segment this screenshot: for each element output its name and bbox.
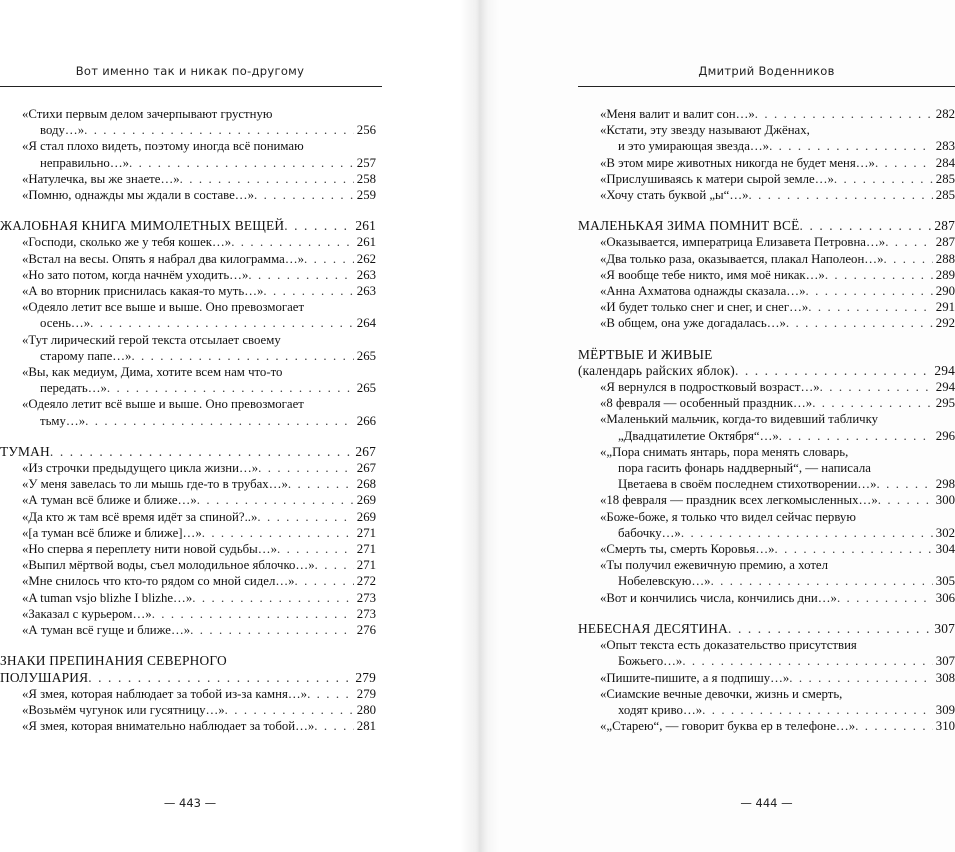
toc-page-number: 263 (356, 267, 376, 282)
dot-leader (808, 299, 933, 315)
toc-page-number: 265 (356, 381, 376, 396)
toc-entry (578, 509, 955, 541)
toc-page-number: 310 (935, 719, 955, 734)
toc-page-number: 294 (934, 362, 955, 378)
dot-leader (855, 718, 933, 734)
dot-leader (877, 476, 933, 492)
toc-entry-title: ЖАЛОБНАЯ КНИГА МИМОЛЕТНЫХ ВЕЩЕЙ (0, 218, 285, 234)
toc-page-number: 307 (934, 620, 955, 636)
dot-leader (192, 590, 354, 606)
toc-page-number: 257 (356, 155, 376, 170)
toc-entry-title: «В этом мире животных никогда не будет меня…» (600, 155, 875, 170)
toc-entry-line: «Я стал плохо видеть, поэтому иногда всё понимаю (22, 139, 304, 154)
toc-entry (578, 637, 955, 669)
toc-entry-title: ходят криво…» (618, 702, 703, 717)
toc-section-entry (0, 444, 376, 460)
toc-entry (578, 492, 955, 508)
dot-leader (197, 492, 354, 508)
toc-entry-line: «Тут лирический герой текста отсылает своему (22, 332, 281, 347)
dot-leader (257, 509, 353, 525)
toc-entry (578, 379, 955, 395)
toc-entry (0, 525, 376, 541)
dot-leader (288, 476, 354, 492)
toc-entry-title: «„Старею“, — говорит буква ер в телефоне…» (600, 719, 856, 734)
toc-page-number: 285 (935, 171, 955, 186)
toc-entry (0, 606, 376, 622)
toc-entry-title: «Встал на весы. Опять я набрал два килограмма…» (22, 251, 305, 266)
page-number: — 443 — (163, 796, 217, 810)
toc-entry-title: «Хочу стать буквой „ы“…» (600, 188, 749, 203)
running-head: Дмитрий Воденников (698, 64, 835, 78)
toc-page-number: 300 (935, 493, 955, 508)
toc-entry-line: «Сиамские вечные девочки, жизнь и смерть, (600, 686, 843, 701)
toc-entry-line: «Опыт текста есть доказательство присутствия (600, 638, 857, 653)
toc-entry (578, 444, 955, 493)
dot-leader (88, 670, 352, 686)
toc-entry-title: «Возьмём чугунок или гусятницу…» (22, 702, 225, 717)
dot-leader (202, 525, 354, 541)
dot-leader (711, 573, 933, 589)
dot-leader (728, 621, 931, 637)
dot-leader (789, 670, 933, 686)
dot-leader (284, 218, 352, 234)
toc-entry-line: «Кстати, эту звезду называют Джёнах, (600, 123, 810, 138)
toc-entry-title: «Два только раза, оказывается, плакал Наполеон…» (600, 251, 884, 266)
toc-entry (0, 138, 376, 170)
toc-entry (578, 315, 955, 331)
toc-entry-title: «Мне снилось что кто-то рядом со мной сидел…» (22, 574, 295, 589)
toc-entry-title: «Анна Ахматова однажды сказала…» (600, 284, 806, 299)
toc-page-number: 258 (356, 171, 376, 186)
toc-entry (0, 299, 376, 331)
dot-leader (277, 541, 354, 557)
toc-entry (578, 234, 955, 250)
toc-entry (0, 718, 376, 734)
toc-entry-title: «Я вообще тебе никто, имя моё никак…» (600, 267, 825, 282)
toc-entry (0, 557, 376, 573)
dot-leader (820, 379, 933, 395)
toc-entry (0, 283, 376, 299)
toc-entry (578, 283, 955, 299)
dot-leader (878, 492, 933, 508)
table-of-contents (578, 106, 955, 734)
dot-leader (875, 155, 933, 171)
toc-entry (578, 590, 955, 606)
toc-entry-title: Нобелевскую…» (618, 574, 711, 589)
toc-entry (0, 332, 376, 364)
toc-entry (0, 509, 376, 525)
toc-entry-title: «[а туман всё ближе и ближе]…» (22, 525, 202, 540)
toc-entry (0, 106, 376, 138)
toc-entry-title: «A tuman vsjo blizhe I blizhe…» (22, 590, 193, 605)
right-page (478, 0, 955, 852)
toc-page-number: 264 (356, 316, 376, 331)
toc-entry-title: „Двадцатилетие Октября“…» (618, 428, 779, 443)
toc-entry (0, 541, 376, 557)
toc-page-number: 261 (356, 235, 376, 250)
toc-page-number: 302 (935, 525, 955, 540)
dot-leader (90, 315, 354, 331)
toc-entry-title: «Да кто ж там всё время идёт за спиной?..» (22, 509, 258, 524)
toc-entry (0, 622, 376, 638)
toc-page-number: 304 (935, 542, 955, 557)
toc-page-number: 283 (935, 139, 955, 154)
toc-entry (578, 686, 955, 718)
toc-entry (578, 171, 955, 187)
toc-entry (0, 187, 376, 203)
dot-leader (231, 234, 354, 250)
toc-entry-title: «Заказал с курьером…» (22, 606, 152, 621)
dot-leader (775, 541, 933, 557)
dot-leader (85, 413, 354, 429)
toc-entry (0, 460, 376, 476)
toc-page-number: 292 (935, 316, 955, 331)
toc-page-number: 306 (935, 590, 955, 605)
toc-page-number: 266 (356, 413, 376, 428)
toc-entry (0, 702, 376, 718)
toc-page-number: 294 (935, 380, 955, 395)
toc-entry (0, 396, 376, 428)
toc-entry-line: «Одеяло летит все выше и выше. Оно превозмогает (22, 300, 305, 315)
dot-leader (806, 283, 933, 299)
toc-entry-line: «Одеяло летит всё выше и выше. Оно превозмогает (22, 397, 304, 412)
toc-entry-title: передать…» (40, 381, 107, 396)
toc-entry (578, 106, 955, 122)
toc-page-number: 296 (935, 428, 955, 443)
toc-page-number: 269 (356, 493, 376, 508)
toc-page-number: 298 (935, 477, 955, 492)
toc-entry-line: «Маленький мальчик, когда-то видевший табличку (600, 412, 879, 427)
toc-entry (578, 122, 955, 154)
toc-section-entry (578, 347, 955, 379)
toc-page-number: 309 (935, 702, 955, 717)
toc-page-number: 259 (356, 188, 376, 203)
dot-leader (885, 234, 933, 250)
toc-page-number: 271 (356, 525, 376, 540)
header-rule (0, 86, 382, 87)
dot-leader (755, 106, 933, 122)
dot-leader (248, 267, 353, 283)
dot-leader (131, 348, 353, 364)
toc-entry (0, 234, 376, 250)
dot-leader (837, 590, 933, 606)
toc-entry-line: «„Пора снимать янтарь, пора менять словарь, (600, 444, 849, 459)
toc-entry (0, 573, 376, 589)
dot-leader (786, 315, 933, 331)
toc-page-number: 269 (356, 509, 376, 524)
toc-entry-title: НЕБЕСНАЯ ДЕСЯТИНА (578, 620, 729, 636)
toc-entry-title: осень…» (40, 316, 91, 331)
toc-entry-title: «Господи, сколько же у тебя кошек…» (22, 235, 232, 250)
toc-entry-title: ТУМАН (0, 443, 50, 459)
toc-page-number: 265 (356, 348, 376, 363)
dot-leader (812, 395, 933, 411)
toc-page-number: 287 (935, 235, 955, 250)
table-of-contents (0, 106, 376, 734)
dot-leader (307, 686, 354, 702)
toc-page-number: 276 (356, 623, 376, 638)
toc-entry-title: «Пишите-пишите, а я подпишу…» (600, 670, 790, 685)
toc-page-number: 267 (355, 443, 376, 459)
toc-entry (578, 670, 955, 686)
toc-entry-title: «Выпил мёртвой воды, съел молодильное яблочко…» (22, 558, 315, 573)
toc-entry (578, 251, 955, 267)
toc-entry-line: «Стихи первым делом зачерпывают грустную (22, 107, 273, 121)
toc-page-number: 263 (356, 284, 376, 299)
page-number: — 444 — (740, 796, 793, 810)
toc-page-number: 279 (356, 686, 376, 701)
toc-entry-title: «А туман всё ближе и ближе…» (22, 493, 197, 508)
toc-entry (578, 267, 955, 283)
dot-leader (735, 363, 931, 379)
toc-entry (0, 171, 376, 187)
toc-section-entry (0, 653, 376, 685)
toc-page-number: 307 (935, 654, 955, 669)
toc-entry-title: воду…» (40, 123, 85, 138)
toc-entry-title: (календарь райских яблок) (578, 362, 735, 378)
toc-entry (0, 492, 376, 508)
toc-page-number: 268 (356, 477, 376, 492)
toc-entry-title: МАЛЕНЬКАЯ ЗИМА ПОМНИТ ВСЁ (578, 218, 800, 234)
toc-entry-title: и это умирающая звезда…» (618, 139, 770, 154)
toc-entry-title: «Оказывается, императрица Елизавета Петровна…» (600, 235, 886, 250)
toc-page-number: 305 (935, 574, 955, 589)
dot-leader (263, 283, 353, 299)
dot-leader (258, 460, 354, 476)
dot-leader (107, 380, 354, 396)
toc-entry (0, 267, 376, 283)
toc-page-number: 279 (355, 669, 376, 685)
toc-page-number: 295 (935, 396, 955, 411)
toc-entry (578, 718, 955, 734)
toc-section-entry (578, 218, 955, 234)
toc-entry-title: «Я вернулся в подростковый возраст…» (600, 380, 820, 395)
toc-entry (578, 299, 955, 315)
dot-leader (769, 138, 933, 154)
toc-page-number: 273 (356, 606, 376, 621)
toc-entry (0, 686, 376, 702)
dot-leader (295, 573, 354, 589)
toc-page-number: 267 (356, 461, 376, 476)
toc-entry-title: «У меня завелась то ли мышь где-то в трубах…» (22, 477, 288, 492)
toc-page-number: 282 (935, 107, 955, 121)
toc-page-number: 308 (935, 670, 955, 685)
toc-entry-title: «Но сперва я переплету нити новой судьбы…» (22, 542, 277, 557)
toc-entry (578, 155, 955, 171)
toc-section-entry (0, 218, 376, 234)
dot-leader (225, 702, 354, 718)
toc-page-number: 288 (935, 251, 955, 266)
toc-entry-title: бабочку…» (618, 525, 681, 540)
dot-leader (180, 171, 354, 187)
dot-leader (314, 718, 354, 734)
toc-entry-title: «Я змея, которая внимательно наблюдает за тобой…» (22, 719, 315, 734)
toc-entry-title: «Я змея, которая наблюдает за тобой из-за камня…» (22, 686, 308, 701)
dot-leader (304, 251, 354, 267)
toc-entry-title: «А во вторник приснилась какая-то муть…» (22, 284, 264, 299)
toc-entry-line: «Боже-боже, я только что видел сейчас первую (600, 509, 856, 524)
toc-entry-title: «Смерть ты, смерть Коровья…» (600, 542, 775, 557)
toc-entry-title: «Меня валит и валит сон…» (600, 107, 755, 121)
toc-entry-title: «А туман всё гуще и ближе…» (22, 623, 191, 638)
dot-leader (702, 702, 933, 718)
toc-page-number: 271 (356, 558, 376, 573)
toc-entry-title: ПОЛУШАРИЯ (0, 669, 89, 685)
dot-leader (152, 606, 354, 622)
toc-entry-title: «18 февраля — праздник всех легкомысленных…» (600, 493, 878, 508)
toc-entry (578, 395, 955, 411)
dot-leader (800, 218, 932, 234)
toc-entry-title: «8 февраля — особенный праздник…» (600, 396, 813, 411)
toc-entry-title: неправильно…» (40, 155, 130, 170)
toc-entry-title: «Натулечка, вы же знаете…» (22, 171, 180, 186)
toc-entry-title: тьму…» (40, 413, 86, 428)
toc-page-number: 256 (356, 123, 376, 138)
toc-page-number: 273 (356, 590, 376, 605)
toc-entry (578, 541, 955, 557)
running-head: Вот именно так и никак по-другому (75, 64, 305, 78)
toc-entry (578, 557, 955, 589)
toc-entry (578, 187, 955, 203)
dot-leader (825, 267, 933, 283)
toc-entry (0, 590, 376, 606)
dot-leader (254, 187, 354, 203)
toc-entry-title: «Но зато потом, когда начнём уходить…» (22, 267, 249, 282)
dot-leader (779, 428, 933, 444)
toc-page-number: 287 (934, 218, 955, 234)
toc-entry-line: «Ты получил ежевичную премию, а хотел (600, 558, 828, 573)
dot-leader (749, 187, 933, 203)
dot-leader (50, 444, 352, 460)
dot-leader (84, 122, 354, 138)
toc-entry-title: «Вот и кончились числа, кончились дни…» (600, 590, 837, 605)
toc-entry (0, 251, 376, 267)
toc-entry (0, 364, 376, 396)
dot-leader (190, 622, 354, 638)
dot-leader (884, 251, 933, 267)
dot-leader (681, 525, 933, 541)
toc-entry-title: «В общем, она уже догадалась…» (600, 316, 786, 331)
toc-page-number: 262 (356, 251, 376, 266)
toc-entry-line: пора гасить фонарь наддверный“, — написала (618, 461, 871, 476)
toc-entry-title: «Прислушиваясь к матери сырой земле…» (600, 171, 834, 186)
toc-page-number: 261 (355, 218, 376, 234)
toc-entry-line: МЁРТВЫЕ И ЖИВЫЕ (578, 346, 713, 362)
toc-page-number: 272 (356, 574, 376, 589)
toc-entry (578, 411, 955, 443)
toc-entry (0, 476, 376, 492)
toc-entry-title: «И будет только снег и снег, и снег…» (600, 300, 809, 315)
toc-entry-title: Божьего…» (618, 654, 683, 669)
toc-page-number: 280 (356, 702, 376, 717)
toc-entry-title: «Из строчки предыдущего цикла жизни…» (22, 461, 259, 476)
toc-page-number: 289 (935, 267, 955, 282)
toc-entry-title: Цветаева в своём последнем стихотворении…» (618, 477, 877, 492)
toc-page-number: 281 (356, 719, 376, 734)
toc-page-number: 271 (356, 542, 376, 557)
toc-entry-title: старому папе…» (40, 348, 132, 363)
toc-entry-title: «Помню, однажды мы ждали в составе…» (22, 188, 254, 203)
toc-page-number: 290 (935, 284, 955, 299)
dot-leader (834, 171, 933, 187)
toc-page-number: 291 (935, 300, 955, 315)
toc-entry-line: ЗНАКИ ПРЕПИНАНИЯ СЕВЕРНОГО (0, 653, 227, 669)
dot-leader (129, 155, 354, 171)
dot-leader (315, 557, 354, 573)
toc-page-number: 285 (935, 188, 955, 203)
header-rule (578, 86, 955, 87)
toc-section-entry (578, 621, 955, 637)
toc-entry-line: «Вы, как медиум, Дима, хотите всем нам что-то (22, 365, 283, 380)
dot-leader (682, 653, 932, 669)
toc-page-number: 284 (935, 155, 955, 170)
